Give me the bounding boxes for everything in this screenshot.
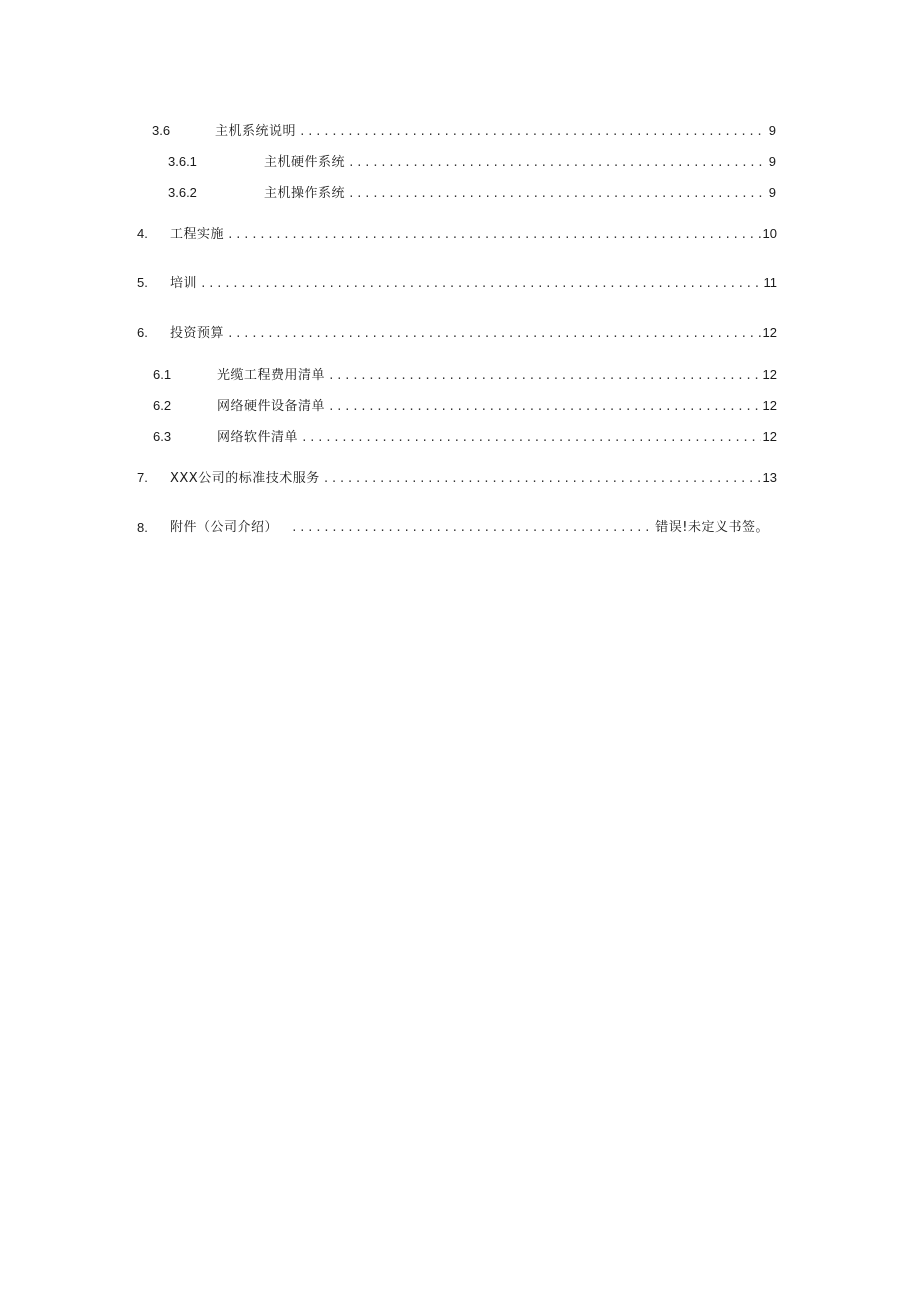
toc-number: 6.2 xyxy=(153,398,172,413)
toc-number: 8. xyxy=(137,520,148,535)
toc-page-number: 9 xyxy=(768,154,776,169)
toc-page-number: 12 xyxy=(762,325,777,340)
toc-entry-7[interactable] xyxy=(137,468,777,488)
toc-dot-leader xyxy=(299,122,767,142)
toc-page-error-text: 错误!未定义书签。 xyxy=(655,520,769,535)
toc-entry-3-6-1[interactable] xyxy=(168,152,776,172)
toc-number: 3.6.2 xyxy=(168,185,197,200)
toc-dot-leader xyxy=(301,428,761,448)
toc-title: 投资预算 xyxy=(170,326,225,341)
toc-number: 6.3 xyxy=(153,429,172,444)
toc-dot-leader xyxy=(323,469,761,489)
toc-number: 4. xyxy=(137,226,148,241)
toc-entry-6[interactable] xyxy=(137,323,777,343)
toc-number: 7. xyxy=(137,470,148,485)
toc-number: 6.1 xyxy=(153,367,172,382)
toc-entry-3-6[interactable] xyxy=(152,121,776,141)
toc-title: 主机系统说明 xyxy=(215,124,297,139)
toc-page-number: 9 xyxy=(768,185,776,200)
toc-dot-leader xyxy=(328,397,761,417)
toc-dot-leader xyxy=(200,274,761,294)
toc-title: 工程实施 xyxy=(170,227,225,242)
toc-title: 培训 xyxy=(170,276,198,291)
toc-title: 网络硬件设备清单 xyxy=(217,399,326,414)
toc-entry-6-1[interactable] xyxy=(153,365,777,385)
toc-page-number: 9 xyxy=(768,123,776,138)
toc-dot-leader xyxy=(291,518,653,538)
toc-entry-6-2[interactable] xyxy=(153,396,777,416)
toc-entry-5[interactable] xyxy=(137,273,777,293)
toc-title: 主机操作系统 xyxy=(264,186,346,201)
toc-page-number: 10 xyxy=(762,226,777,241)
toc-entry-6-3[interactable] xyxy=(153,427,777,447)
toc-dot-leader xyxy=(227,324,761,344)
toc-page-number: 12 xyxy=(762,429,777,444)
toc-number: 5. xyxy=(137,275,148,290)
toc-page-number: 12 xyxy=(762,367,777,382)
toc-title: XXX公司的标准技术服务 xyxy=(170,471,320,486)
toc-page-number: 13 xyxy=(762,470,777,485)
toc-number: 3.6 xyxy=(152,123,171,138)
toc-title: 附件（公司介绍） xyxy=(170,520,279,535)
toc-dot-leader xyxy=(348,153,767,173)
toc-number: 3.6.1 xyxy=(168,154,197,169)
toc-page-number: 12 xyxy=(762,398,777,413)
toc-title: 主机硬件系统 xyxy=(264,155,346,170)
toc-entry-8[interactable] xyxy=(137,518,769,538)
toc-number: 6. xyxy=(137,325,148,340)
toc-page-number: 11 xyxy=(763,275,777,290)
toc-dot-leader xyxy=(227,225,761,245)
toc-title: 网络软件清单 xyxy=(217,430,299,445)
toc-dot-leader xyxy=(348,184,767,204)
toc-dot-leader xyxy=(328,366,761,386)
toc-title: 光缆工程费用清单 xyxy=(217,368,326,383)
toc-entry-4[interactable] xyxy=(137,224,777,244)
toc-entry-3-6-2[interactable] xyxy=(168,183,776,203)
